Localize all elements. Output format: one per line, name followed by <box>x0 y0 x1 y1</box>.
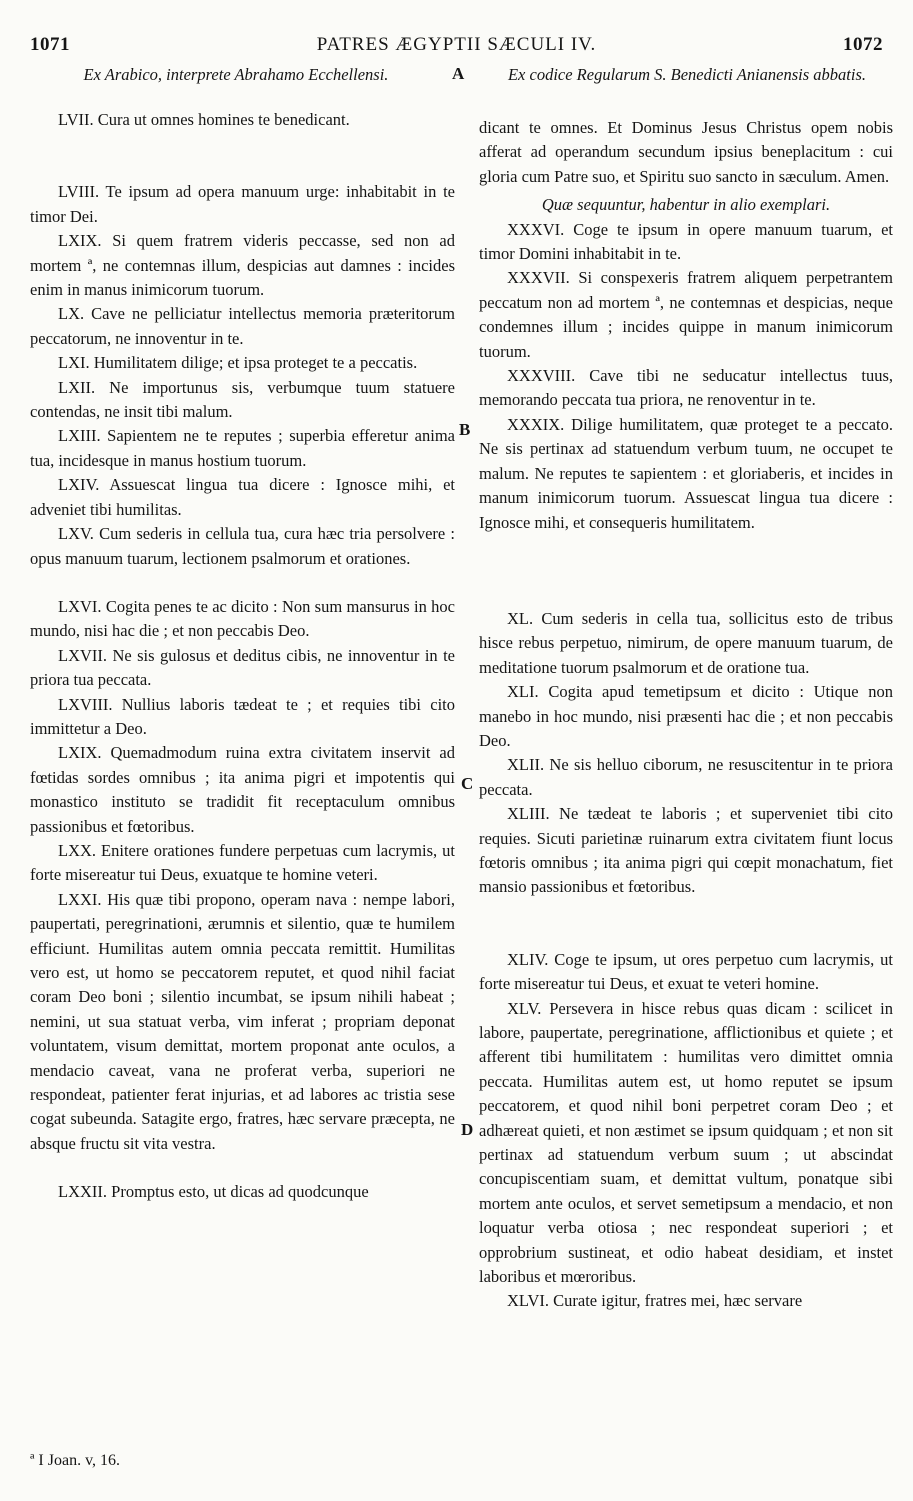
paragraph: LXII. Ne importunus sis, verbumque tuum statuere contendas, ne insit tibi malum. <box>30 377 455 422</box>
paragraph: LVII. Cura ut omnes homines te benedicant. <box>58 110 350 129</box>
paragraph: XLIV. Coge te ipsum, ut ores perpetuo cum lacrymis, ut forte misereatur tui Deus, et exuat te veteri homine. <box>479 949 893 994</box>
paragraph: LX. Cave ne pelliciatur intellectus memoria præteritorum peccatorum, ne innoventur in te. <box>30 304 455 348</box>
margin-letter-c: C <box>461 774 474 793</box>
margin-letter-a: A <box>452 64 465 83</box>
paragraph: LXXI. His quæ tibi propono, operam nava : nempe labori, paupertati, peregrinationi, ærumnis et silentio, quæ te humilem efficiunt. Humilitas autem omnia peccata remittit. Humilitas vero est, ut homo se peccatorem reputet, et quod nihil faciat coram Deo boni ; silentio incumbat, se ipsum nihili habeat ; nemini, ut sua statuat verba, vim inferat ; propriam deponat voluntatem, visum demittat, mortem proponat ante oculos, a mendacio caveat, vana ne proferat verba, superiori ne respondeat, patienter ferat injurias, et ad labores ac tristia sese cogat subeunda. Satagite ergo, fratres, hæc servare præcepta, ne absque fructu sit vita vestra. <box>30 889 455 1153</box>
left-column <box>30 108 455 1205</box>
paragraph: XL. Cum sederis in cella tua, sollicitus esto de tribus hisce rebus perpetuo, nimirum, de opere manuum tuarum, de meditatione tuorum psalmorum et de oratione tua. <box>479 608 893 677</box>
section-note: Quæ sequuntur, habentur in alio exemplari. <box>541 195 831 215</box>
right-column <box>479 116 893 1314</box>
margin-letter-b: B <box>459 420 471 439</box>
paragraph: XXXIX. Dilige humilitatem, quæ proteget te a peccato. Ne sis pertinax ad statuendum verbum tuum, ne occupet te malum. Ne reputes te sapientem : et gloriaberis, et incides in manum inimicorum tuorum. Assuescat lingua tua dicere : Ignosce mihi, et consequeris humilitatem. <box>479 414 893 532</box>
margin-letter-d: D <box>461 1120 474 1139</box>
paragraph: LXVII. Ne sis gulosus et deditus cibis, ne innoventur in te priora tua peccata. <box>30 645 455 690</box>
paragraph: LXIII. Sapientem ne te reputes ; superbia efferetur anima tua, incidesque in manus hostium tuorum. <box>30 426 455 470</box>
paragraph: XLIII. Ne tædeat te laboris ; et superveniet tibi cito requies. Sicuti parietinæ ruinarum extra civitatem fiunt locus fœtoris omnibus ; ita anima pigri qui cœpit monachatum, fiet mansio passionibus et fœtoribus. <box>479 804 893 897</box>
source-right: Ex codice Regularum S. Benedicti Anianensis abbatis. <box>507 65 867 84</box>
paragraph: XXXVI. Coge te ipsum in opere manuum tuarum, et timor Domini inhabitabit in te. <box>479 219 893 264</box>
paragraph: LVIII. Te ipsum ad opera manuum urge: inhabitabit in te timor Dei. <box>30 182 455 226</box>
footnote: ª I Joan. v, 16. <box>30 1452 121 1469</box>
paragraph: LXX. Enitere orationes fundere perpetuas cum lacrymis, ut forte misereatur tui Deus, exuatque te homine veteri. <box>30 840 455 885</box>
paragraph: LXVIII. Nullius laboris tædeat te ; et requies tibi cito immittetur a Deo. <box>30 694 455 738</box>
paragraph: LXIV. Assuescat lingua tua dicere : Ignosce mihi, et adveniet tibi humilitas. <box>30 475 455 519</box>
paragraph: LXV. Cum sederis in cellula tua, cura hæc tria persolvere : opus manuum tuarum, lectionem psalmorum et orationes. <box>30 524 455 568</box>
paragraph: LXXII. Promptus esto, ut dicas ad quodcunque <box>58 1182 369 1202</box>
paragraph: LXVI. Cogita penes te ac dicito : Non sum mansurus in hoc mundo, nisi hac die ; et non peccabis Deo. <box>30 596 455 641</box>
running-title: PATRES ÆGYPTII SÆCULI IV. <box>316 34 597 55</box>
paragraph: LXIX. Si quem fratrem videris peccasse, sed non ad mortem ª, ne contemnas illum, despicias aut damnes : incides enim in manus inimicorum tuorum. <box>30 231 455 300</box>
paragraph: XXXVIII. Cave tibi ne seducatur intellectus tuus, memorando peccata tua priora, ne renoventur in te. <box>479 366 893 410</box>
page-number-right: 1072 <box>843 34 883 55</box>
paragraph: LXIX. Quemadmodum ruina extra civitatem inservit ad fœtidas sordes omnibus ; ita anima pigri et impotentis qui monastico instituto se tradidit fit receptaculum omnibus passionibus et fœtoribus. <box>30 743 455 836</box>
paragraph: LXI. Humilitatem dilige; et ipsa proteget te a peccatis. <box>58 353 418 373</box>
paragraph: dicant te omnes. Et Dominus Jesus Christus opem nobis afferat ad operandum secundum ipsius beneplacitum : cui gloria cum Patre suo, et Spiritu suo sancto in sæculum. Amen. <box>479 118 893 186</box>
paragraph: XLV. Persevera in hisce rebus quas dicam : scilicet in labore, paupertate, peregrinatione, afflictionibus et quiete ; et afferent tibi humilitatem : humilitas vero dimittet omnia peccata. Humilitas autem est, ut homo reputet se ipsum peccatorem, et quod nihil boni perpetret coram Deo ; et adhæreat quieti, et non æstimet se ipsum quidquam ; et non sit pertinax ad statuendum verbum suum ; ut abscindat concupiscentiam suam, et demittat vultum, ponatque sibi mortem ante oculos, et servet semetipsum a mendacio, et non loquatur verba otiosa ; nec respondeat superiori ; et opprobrium sustineat, et odio habeat desidiam, et instet laboribus et mœroribus. <box>479 998 893 1287</box>
paragraph: XLII. Ne sis helluo ciborum, ne resuscitentur in te priora peccata. <box>479 755 893 799</box>
paragraph: XLVI. Curate igitur, fratres mei, hæc servare <box>507 1291 803 1311</box>
source-left: Ex Arabico, interprete Abrahamo Ecchellensi. <box>83 65 389 84</box>
paragraph: XLI. Cogita apud temetipsum et dicito : Utique non manebo in hoc mundo, nisi præsenti hac die ; et non peccabis Deo. <box>479 682 893 750</box>
page-number-left: 1071 <box>30 34 70 55</box>
paragraph: XXXVII. Si conspexeris fratrem aliquem perpetrantem peccatum non ad mortem ª, ne contemnas et despicias, neque condemnes illum ; incides quippe in manum inimicorum tuorum. <box>479 268 893 361</box>
